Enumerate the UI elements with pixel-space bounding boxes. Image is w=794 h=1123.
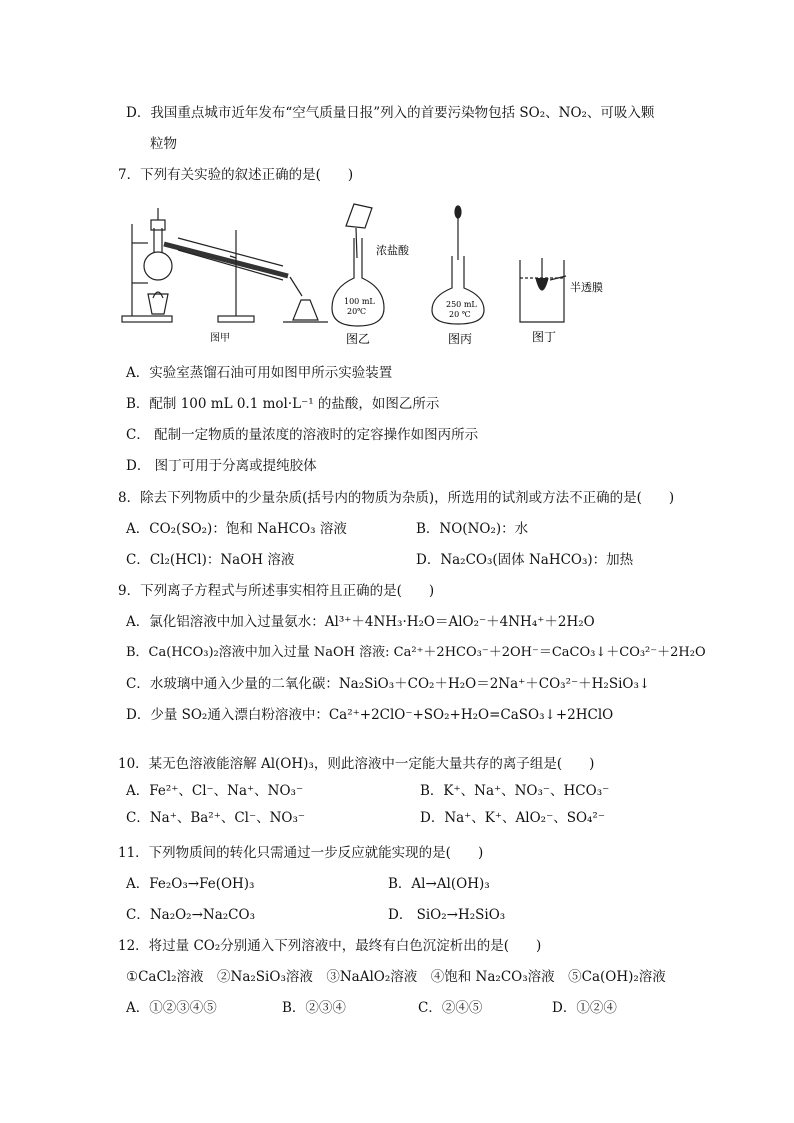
q7-option-c: C． 配制一定物质的量浓度的溶液时的定容操作如图丙所示 xyxy=(126,427,479,443)
q12-option-b: B．②③④ xyxy=(282,1000,346,1016)
q7-apparatus-figure xyxy=(118,198,638,358)
fig-ding-label: 图丁 xyxy=(532,330,557,344)
q10-option-a: A．Fe²⁺、Cl⁻、Na⁺、NO₃⁻ xyxy=(126,783,304,799)
q8-option-d: D．Na₂CO₃(固体 NaHCO₃)：加热 xyxy=(416,552,634,568)
q12-solution-list: ①CaCl₂溶液 ②Na₂SiO₃溶液 ③NaAlO₂溶液 ④饱和 Na₂CO₃溶液 ⑤Ca(OH)₂溶液 xyxy=(126,969,666,985)
fig-yi-hcl-label: 浓盐酸 xyxy=(376,244,409,257)
fig-ding-membrane-label: 半透膜 xyxy=(570,281,603,294)
q9-option-d: D．少量 SO₂通入漂白粉溶液中：Ca²⁺+2ClO⁻+SO₂+H₂O=CaSO₃↓+2HClO xyxy=(126,707,614,723)
q8-stem: 8．除去下列物质中的少量杂质(括号内的物质为杂质)，所选用的试剂或方法不正确的是( ) xyxy=(118,490,675,506)
q10-option-b: B．K⁺、Na⁺、NO₃⁻、HCO₃⁻ xyxy=(420,783,610,799)
fig-bing-bottle-line1: 250 mL xyxy=(446,300,477,309)
fig-bing-label: 图丙 xyxy=(448,332,473,346)
q7-figures xyxy=(118,198,638,358)
fig-yi-label: 图乙 xyxy=(346,332,371,346)
q8-option-a: A．CO₂(SO₂)：饱和 NaHCO₃ 溶液 xyxy=(126,521,347,537)
q7-option-a: A．实验室蒸馏石油可用如图甲所示实验装置 xyxy=(126,365,393,381)
q11-option-b: B．Al→Al(OH)₃ xyxy=(388,876,490,892)
q10-option-c: C．Na⁺、Ba²⁺、Cl⁻、NO₃⁻ xyxy=(126,810,306,826)
q8-option-c: C．Cl₂(HCl)：NaOH 溶液 xyxy=(126,552,295,568)
q10-stem: 10．某无色溶液能溶解 Al(OH)₃，则此溶液中一定能大量共存的离子组是( ) xyxy=(118,756,595,772)
fig-bing-bottle-line2: 20 ℃ xyxy=(449,310,471,319)
q11-option-a: A．Fe₂O₃→Fe(OH)₃ xyxy=(126,876,255,892)
q7-stem: 7．下列有关实验的叙述正确的是( ) xyxy=(118,167,354,183)
q12-option-d: D．①②④ xyxy=(552,1000,617,1016)
q12-stem: 12．将过量 CO₂分别通入下列溶液中，最终有白色沉淀析出的是( ) xyxy=(118,938,542,954)
dialysis-beaker-icon xyxy=(520,258,566,322)
fig-jia-label: 图甲 xyxy=(210,333,230,344)
q7-option-b: B．配制 100 mL 0.1 mol·L⁻¹ 的盐酸，如图乙所示 xyxy=(126,396,440,412)
q11-option-c: C．Na₂O₂→Na₂CO₃ xyxy=(126,907,255,923)
q9-option-a: A．氯化铝溶液中加入过量氨水：Al³⁺＋4NH₃·H₂O＝AlO₂⁻＋4NH₄⁺＋2H₂O xyxy=(126,614,595,630)
q12-option-c: C．②④⑤ xyxy=(418,1000,483,1016)
q8-option-b: B．NO(NO₂)：水 xyxy=(416,521,529,537)
q10-option-d: D．Na⁺、K⁺、AlO₂⁻、SO₄²⁻ xyxy=(420,810,605,826)
q6-option-d-line2: 粒物 xyxy=(150,136,177,152)
q12-option-a: A．①②③④⑤ xyxy=(126,1000,217,1016)
q11-stem: 11．下列物质间的转化只需通过一步反应就能实现的是( ) xyxy=(118,845,484,861)
fig-yi-bottle-line1: 100 mL xyxy=(344,297,375,306)
q9-option-c: C．水玻璃中通入少量的二氧化碳：Na₂SiO₃＋CO₂＋H₂O＝2Na⁺＋CO₃²⁻＋H₂SiO₃↓ xyxy=(126,676,651,692)
distillation-apparatus-icon xyxy=(122,208,328,322)
q9-stem: 9．下列离子方程式与所述事实相符且正确的是( ) xyxy=(118,583,435,599)
q11-option-d: D． SiO₂→H₂SiO₃ xyxy=(388,907,506,923)
q7-option-d: D． 图丁可用于分离或提纯胶体 xyxy=(126,458,317,474)
q9-option-b: B．Ca(HCO₃)₂溶液中加入过量 NaOH 溶液: Ca²⁺＋2HCO₃⁻＋2OH⁻＝CaCO₃↓＋CO₃²⁻＋2H₂O xyxy=(126,645,706,660)
fig-yi-bottle-line2: 20℃ xyxy=(347,307,367,316)
q6-option-d-line1: D．我国重点城市近年发布“空气质量日报”列入的首要污染物包括 SO₂、NO₂、可吸入颗 xyxy=(126,105,655,121)
